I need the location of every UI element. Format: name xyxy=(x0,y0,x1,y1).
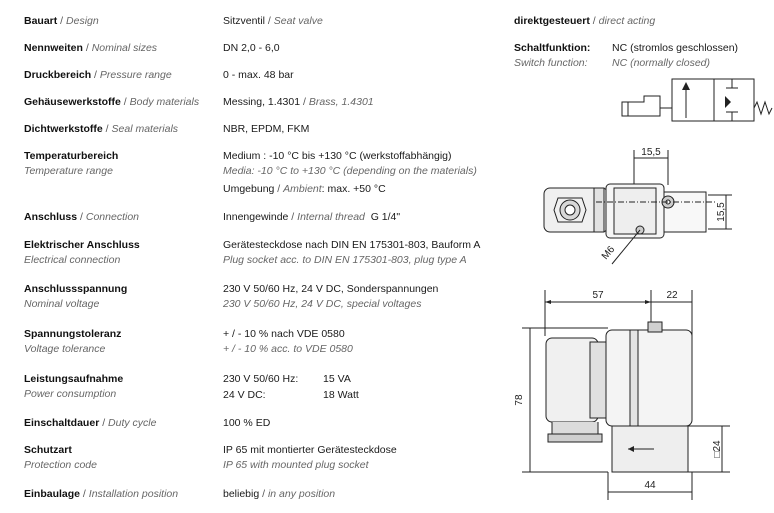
spec-value: NBR, EPDM, FKM xyxy=(223,123,310,135)
dim-22: 22 xyxy=(666,290,678,301)
spec-label: Schutzart Protection code xyxy=(24,444,97,471)
dim-44: 44 xyxy=(644,480,656,491)
spec-value: Sitzventil / Seat valve xyxy=(223,15,323,27)
spec-label: Dichtwerkstoffe / Seal materials xyxy=(24,123,179,135)
spec-label: Leistungsaufnahme Power consumption xyxy=(24,373,124,400)
dim-top-height: 15,5 xyxy=(716,202,727,222)
spec-label: Anschluss / Connection xyxy=(24,211,139,223)
spec-label: Druckbereich / Pressure range xyxy=(24,69,172,81)
spec-label: Spannungstoleranz Voltage tolerance xyxy=(24,328,122,355)
actuation-type: direktgesteuert / direct acting xyxy=(514,15,656,27)
spec-label: Einschaltdauer / Duty cycle xyxy=(24,417,157,429)
spec-label: Nennweiten / Nominal sizes xyxy=(24,42,158,54)
dim-24: □24 xyxy=(712,440,723,458)
spec-value: + / - 10 % nach VDE 0580 + / - 10 % acc. to VDE 0580 xyxy=(223,328,353,355)
dim-78: 78 xyxy=(514,394,525,406)
spec-value: 0 - max. 48 bar xyxy=(223,69,294,81)
spec-value: beliebig / in any position xyxy=(223,488,336,500)
spec-value: Medium : -10 °C bis +130 °C (werkstoffabhängig) Media: -10 °C to +130 °C (depending on the materials) Umgebung / Ambient: max. +50 °C xyxy=(223,150,477,195)
spec-label: Einbaulage / Installation position xyxy=(24,488,179,500)
spec-value: 230 V 50/60 Hz: 15 VA 24 V DC: 18 Watt xyxy=(223,373,359,401)
spec-value: Gerätesteckdose nach DIN EN 175301-803, Bauform A Plug socket acc. to DIN EN 175301-803, plug type A xyxy=(223,239,481,266)
dim-57: 57 xyxy=(592,290,604,301)
switch-function: Schaltfunktion: NC (stromlos geschlossen) Switch function: NC (normally closed) xyxy=(514,42,739,69)
valve-symbol-icon xyxy=(614,74,774,124)
spec-value: 100 % ED xyxy=(223,417,271,429)
dim-top-width: 15,5 xyxy=(641,147,661,158)
thread-label: M6 xyxy=(599,244,618,262)
spec-label: Temperaturbereich Temperature range xyxy=(24,150,119,177)
spec-label: Bauart / Design xyxy=(24,15,99,27)
side-view-drawing xyxy=(508,286,738,510)
spec-value: Innengewinde / Internal thread G 1/4" xyxy=(223,211,401,223)
spec-value: DN 2,0 - 6,0 xyxy=(223,42,280,54)
spec-value: Messing, 1.4301 / Brass, 1.4301 xyxy=(223,96,374,108)
spec-value: IP 65 mit montierter Gerätesteckdose IP 65 with mounted plug socket xyxy=(223,444,397,471)
spec-label: Anschlussspannung Nominal voltage xyxy=(24,283,128,310)
spec-label: Elektrischer Anschluss Electrical connection xyxy=(24,239,140,266)
spec-value: 230 V 50/60 Hz, 24 V DC, Sonderspannungen 230 V 50/60 Hz, 24 V DC, special voltages xyxy=(223,283,439,310)
top-view-drawing xyxy=(536,140,736,275)
spec-label: Gehäusewerkstoffe / Body materials xyxy=(24,96,200,108)
